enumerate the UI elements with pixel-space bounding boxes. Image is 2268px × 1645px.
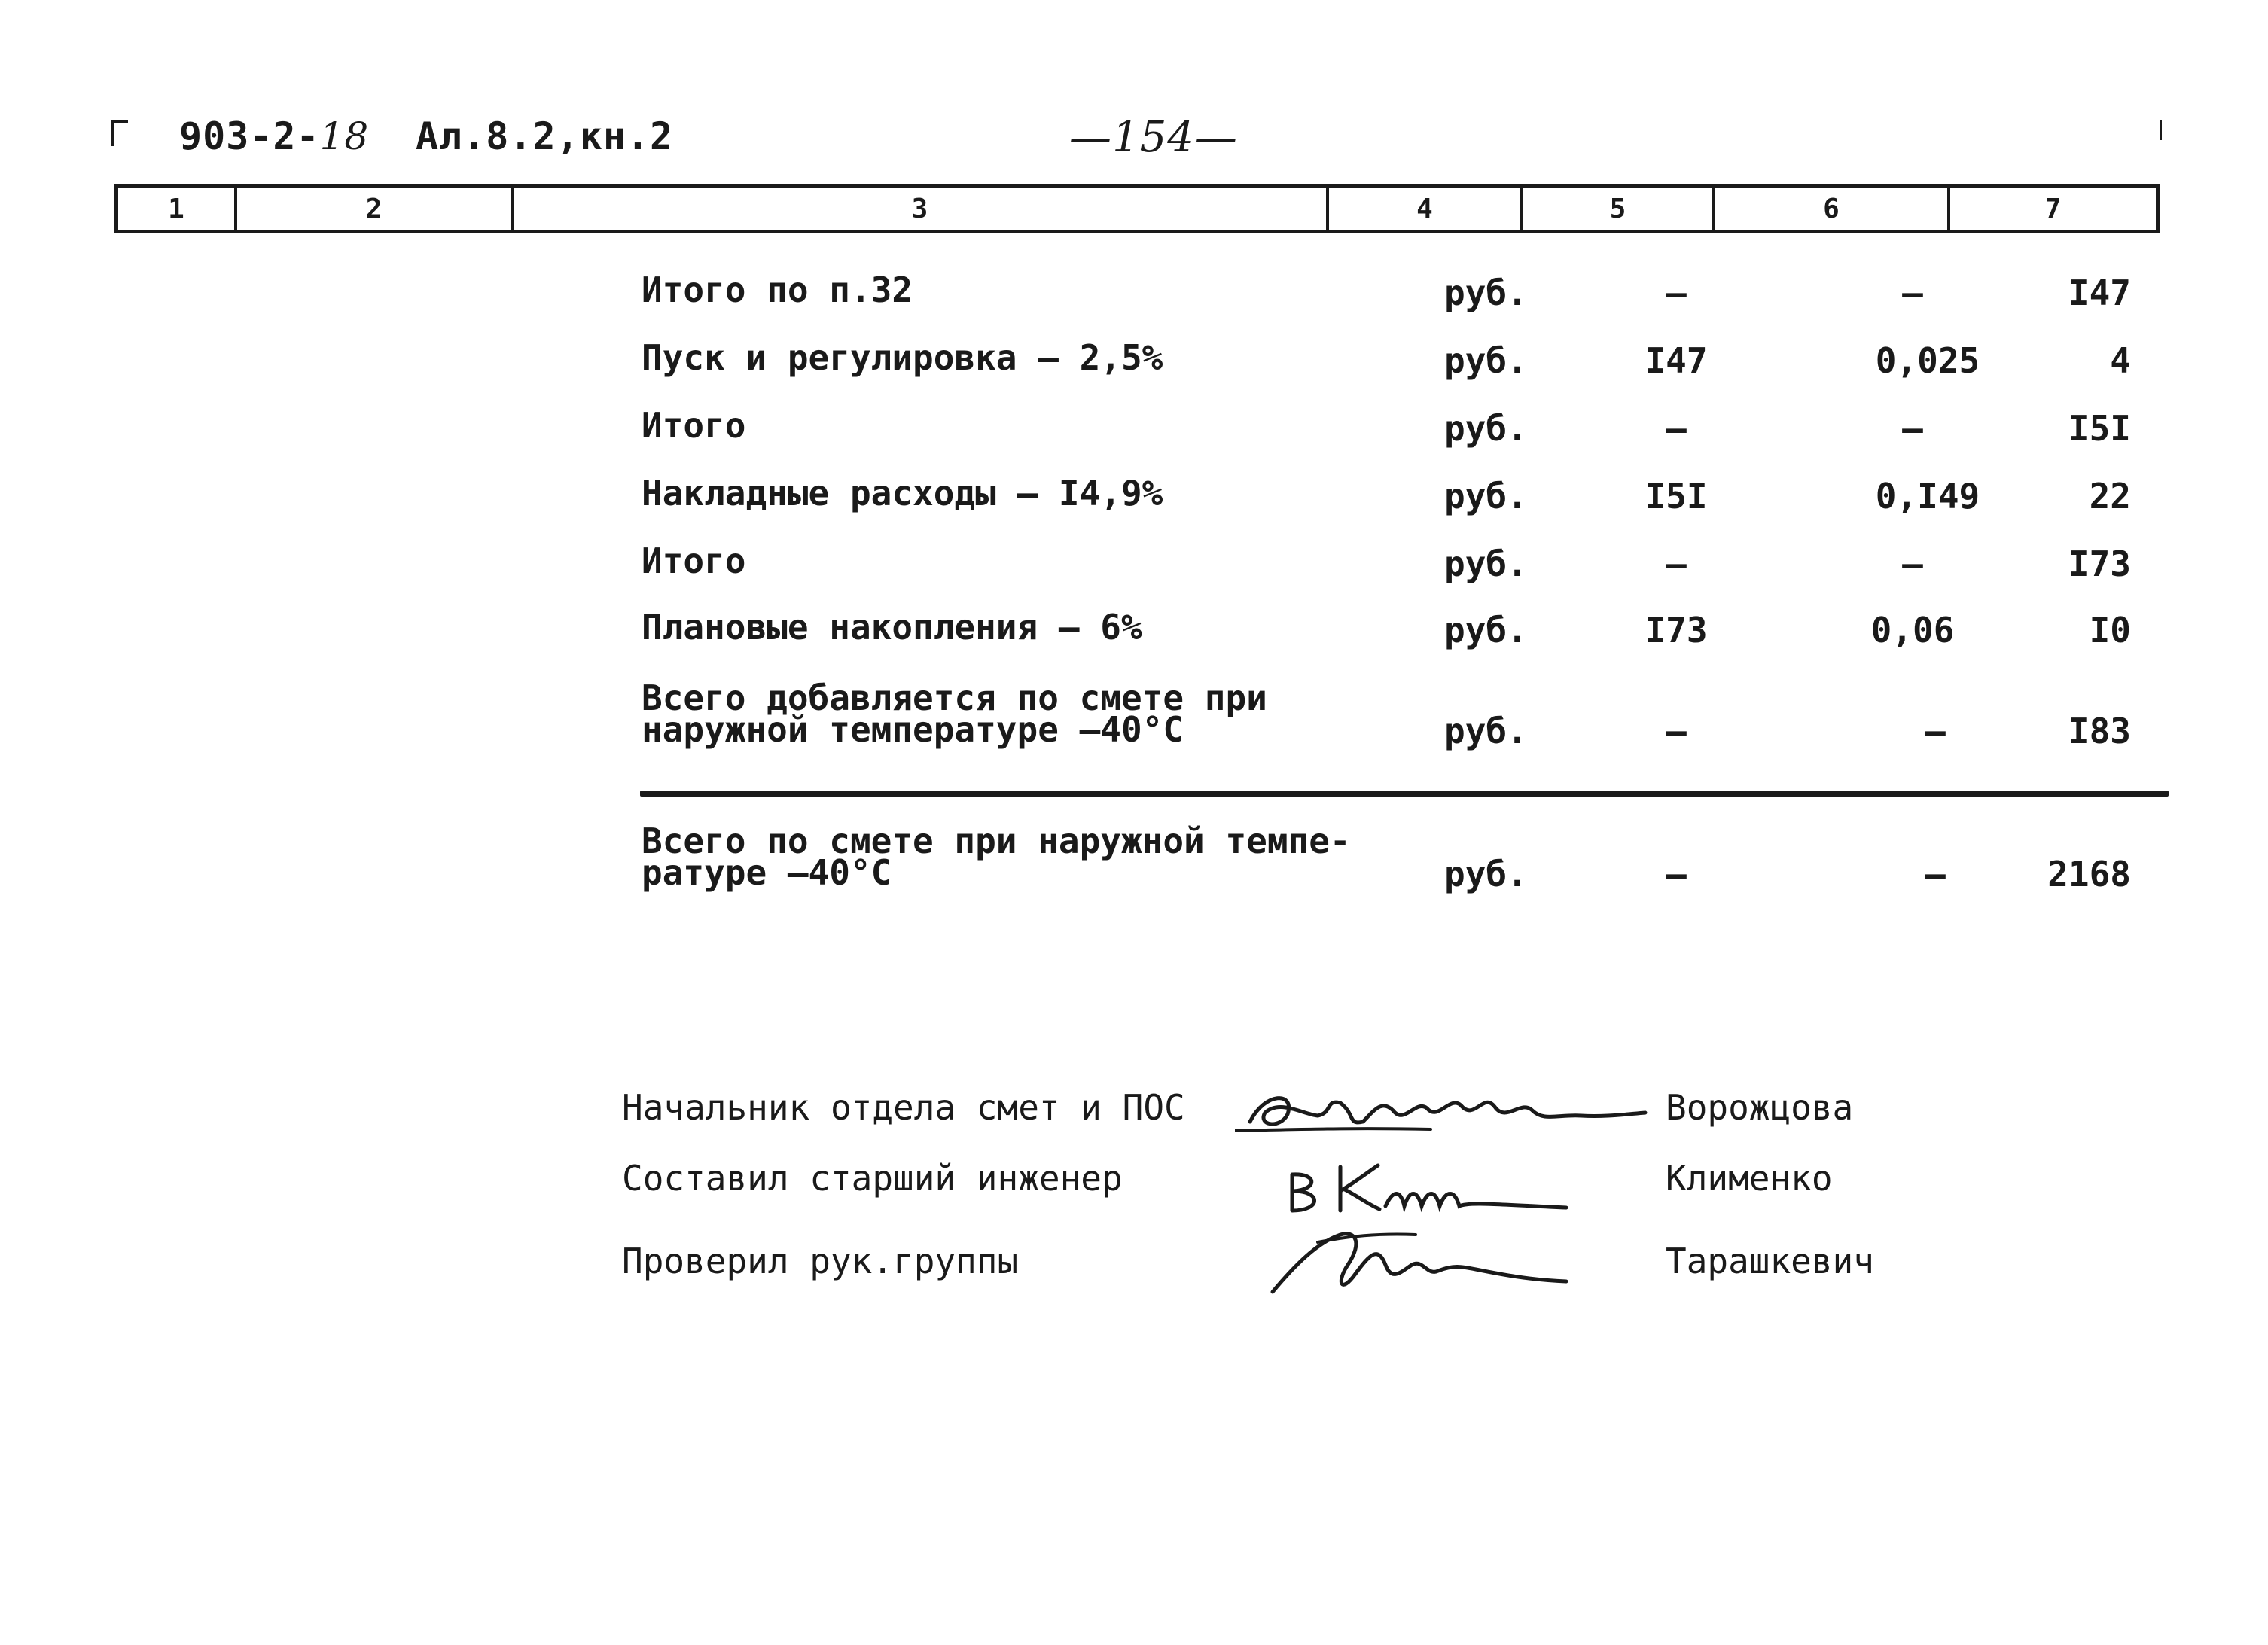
handwritten-signature-image bbox=[1235, 1069, 1657, 1152]
album-reference: Ал.8.2,кн.2 bbox=[416, 114, 674, 158]
column-number: 1 bbox=[118, 188, 237, 230]
page-number: —154— bbox=[1069, 113, 1238, 162]
row-rate: 0,025 bbox=[1875, 340, 1980, 381]
row-amount: I5I bbox=[2068, 408, 2131, 449]
row-base-value: – bbox=[1666, 854, 1687, 894]
row-rate: – bbox=[1902, 408, 1923, 449]
row-description: Накладные расходы – I4,9% bbox=[642, 473, 1163, 513]
row-base-value: I73 bbox=[1645, 610, 1708, 650]
signatory-name: Тарашкевич bbox=[1666, 1241, 1874, 1281]
document-code-printed: 903-2- bbox=[179, 114, 320, 158]
column-number: 7 bbox=[2044, 193, 2062, 224]
corner-mark bbox=[111, 120, 128, 146]
row-unit: руб. bbox=[1444, 408, 1528, 449]
row-rate: – bbox=[1902, 273, 1923, 313]
handwritten-signature-image bbox=[1265, 1220, 1581, 1310]
row-amount: 2168 bbox=[2047, 854, 2131, 894]
row-description: Плановые накопления – 6% bbox=[642, 607, 1142, 647]
row-amount: I0 bbox=[2089, 610, 2131, 650]
row-description-continued: ратуре –40°С bbox=[642, 852, 892, 893]
row-base-value: – bbox=[1666, 711, 1687, 751]
column-number: 5 bbox=[1523, 188, 1715, 230]
row-unit: руб. bbox=[1444, 273, 1528, 313]
row-rate: – bbox=[1925, 854, 1946, 894]
row-unit: руб. bbox=[1444, 854, 1528, 894]
handwritten-signature-image bbox=[1280, 1152, 1581, 1227]
row-amount: 22 bbox=[2089, 476, 2131, 516]
signature-role: Проверил рук.группы bbox=[622, 1241, 1019, 1281]
margin-tick bbox=[2160, 120, 2162, 140]
row-amount: I47 bbox=[2068, 273, 2131, 313]
row-description: Итого bbox=[642, 405, 746, 446]
document-code bbox=[179, 114, 369, 158]
row-base-value: – bbox=[1666, 544, 1687, 584]
row-description: Пуск и регулировка – 2,5% bbox=[642, 337, 1163, 378]
row-description-continued: наружной температуре –40°С bbox=[642, 709, 1184, 750]
row-base-value: – bbox=[1666, 273, 1687, 313]
row-base-value: I5I bbox=[1645, 476, 1708, 516]
column-number-strip bbox=[114, 184, 2160, 233]
row-unit: руб. bbox=[1444, 476, 1528, 516]
row-unit: руб. bbox=[1444, 711, 1528, 751]
signature-role: Составил старший инженер bbox=[622, 1158, 1123, 1199]
row-base-value: – bbox=[1666, 408, 1687, 449]
row-description: Итого по п.32 bbox=[642, 270, 913, 310]
row-amount: I73 bbox=[2068, 544, 2131, 584]
row-rate: 0,06 bbox=[1870, 610, 1955, 650]
row-unit: руб. bbox=[1444, 340, 1528, 381]
row-rate: 0,I49 bbox=[1875, 476, 1980, 516]
signatory-name: Клименко bbox=[1666, 1158, 1833, 1199]
row-amount: 4 bbox=[2110, 340, 2131, 381]
row-description: Итого bbox=[642, 541, 746, 581]
column-number: 6 bbox=[1715, 188, 1950, 230]
row-description: Всего по смете при наружной темпе- bbox=[642, 821, 1351, 861]
signatory-name: Ворожцова bbox=[1666, 1087, 1854, 1128]
row-description: Всего добавляется по смете при bbox=[642, 678, 1267, 718]
row-unit: руб. bbox=[1444, 610, 1528, 650]
signature-role: Начальник отдела смет и ПОС bbox=[622, 1087, 1185, 1128]
column-number: 4 bbox=[1329, 188, 1523, 230]
row-base-value: I47 bbox=[1645, 340, 1708, 381]
document-code-handwritten: 18 bbox=[319, 114, 370, 158]
total-separator-line bbox=[640, 791, 2169, 797]
row-rate: – bbox=[1925, 711, 1946, 751]
row-unit: руб. bbox=[1444, 544, 1528, 584]
row-rate: – bbox=[1902, 544, 1923, 584]
column-number: 3 bbox=[514, 188, 1329, 230]
row-amount: I83 bbox=[2068, 711, 2131, 751]
column-number: 2 bbox=[237, 188, 514, 230]
